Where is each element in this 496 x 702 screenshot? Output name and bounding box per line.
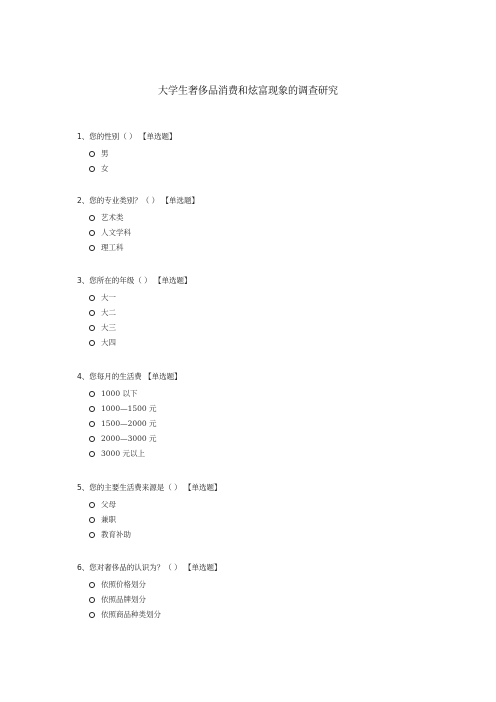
option-list xyxy=(89,497,222,542)
option-label: 大二 xyxy=(101,307,116,317)
option-label: 理工科 xyxy=(101,242,124,252)
question-text: 4、您每月的生活费 【单选题】 xyxy=(77,372,182,381)
radio-icon[interactable] xyxy=(89,310,95,316)
radio-icon[interactable] xyxy=(89,245,95,251)
radio-icon[interactable] xyxy=(89,612,95,618)
radio-icon[interactable] xyxy=(89,151,95,157)
option-list xyxy=(89,577,222,622)
option-label: 依照商品种类划分 xyxy=(101,609,161,619)
option-item[interactable] xyxy=(89,225,199,240)
option-label: 2000—3000 元 xyxy=(101,433,157,443)
question-text: 3、您所在的年级（ ） 【单选题】 xyxy=(77,276,192,285)
option-list xyxy=(89,290,192,350)
radio-icon[interactable] xyxy=(89,325,95,331)
option-item[interactable] xyxy=(89,497,222,512)
radio-icon[interactable] xyxy=(89,421,95,427)
radio-icon[interactable] xyxy=(89,340,95,346)
option-item[interactable] xyxy=(89,592,222,607)
option-item[interactable] xyxy=(89,577,222,592)
option-label: 兼职 xyxy=(101,514,116,524)
question-text: 6、您对奢侈品的认识为？（ ） 【单选题】 xyxy=(77,563,222,572)
question-text: 1、您的性别（ ） 【单选题】 xyxy=(77,132,177,141)
option-item[interactable] xyxy=(89,416,182,431)
option-item[interactable] xyxy=(89,320,192,335)
option-label: 教育补助 xyxy=(101,529,131,539)
option-label: 大一 xyxy=(101,292,116,302)
question-text: 5、您的主要生活费来源是（ ） 【单选题】 xyxy=(77,483,222,492)
option-label: 3000 元以上 xyxy=(101,448,145,458)
question-text: 2、您的专业类别？（ ） 【单选题】 xyxy=(77,196,200,205)
radio-icon[interactable] xyxy=(89,436,95,442)
option-item[interactable] xyxy=(89,431,182,446)
option-label: 女 xyxy=(101,163,109,173)
option-item[interactable] xyxy=(89,146,177,161)
radio-icon[interactable] xyxy=(89,582,95,588)
option-label: 父母 xyxy=(101,499,116,509)
question-1 xyxy=(77,132,177,176)
radio-icon[interactable] xyxy=(89,230,95,236)
option-list xyxy=(89,146,177,176)
option-item[interactable] xyxy=(89,210,199,225)
option-label: 人文学科 xyxy=(101,227,131,237)
option-item[interactable] xyxy=(89,161,177,176)
option-item[interactable] xyxy=(89,527,222,542)
question-5 xyxy=(77,483,222,542)
option-item[interactable] xyxy=(89,512,222,527)
question-3 xyxy=(77,276,192,350)
radio-icon[interactable] xyxy=(89,406,95,412)
radio-icon[interactable] xyxy=(89,295,95,301)
option-label: 艺术类 xyxy=(101,212,124,222)
option-item[interactable] xyxy=(89,290,192,305)
option-label: 1000—1500 元 xyxy=(101,403,157,413)
option-label: 依照品牌划分 xyxy=(101,594,146,604)
document-title: 大学生奢侈品消费和炫富现象的调查研究 xyxy=(158,86,338,97)
option-label: 1000 以下 xyxy=(101,388,138,398)
option-item[interactable] xyxy=(89,607,222,622)
option-list xyxy=(89,386,182,461)
option-label: 男 xyxy=(101,148,109,158)
radio-icon[interactable] xyxy=(89,166,95,172)
option-item[interactable] xyxy=(89,446,182,461)
radio-icon[interactable] xyxy=(89,215,95,221)
radio-icon[interactable] xyxy=(89,451,95,457)
question-6 xyxy=(77,563,222,622)
question-2 xyxy=(77,196,199,255)
option-item[interactable] xyxy=(89,335,192,350)
option-item[interactable] xyxy=(89,401,182,416)
question-4 xyxy=(77,372,182,461)
option-label: 大四 xyxy=(101,337,116,347)
radio-icon[interactable] xyxy=(89,502,95,508)
radio-icon[interactable] xyxy=(89,597,95,603)
option-label: 1500—2000 元 xyxy=(101,418,157,428)
option-item[interactable] xyxy=(89,240,199,255)
option-label: 依照价格划分 xyxy=(101,579,146,589)
option-list xyxy=(89,210,199,255)
radio-icon[interactable] xyxy=(89,391,95,397)
option-label: 大三 xyxy=(101,322,116,332)
radio-icon[interactable] xyxy=(89,517,95,523)
radio-icon[interactable] xyxy=(89,532,95,538)
option-item[interactable] xyxy=(89,386,182,401)
option-item[interactable] xyxy=(89,305,192,320)
